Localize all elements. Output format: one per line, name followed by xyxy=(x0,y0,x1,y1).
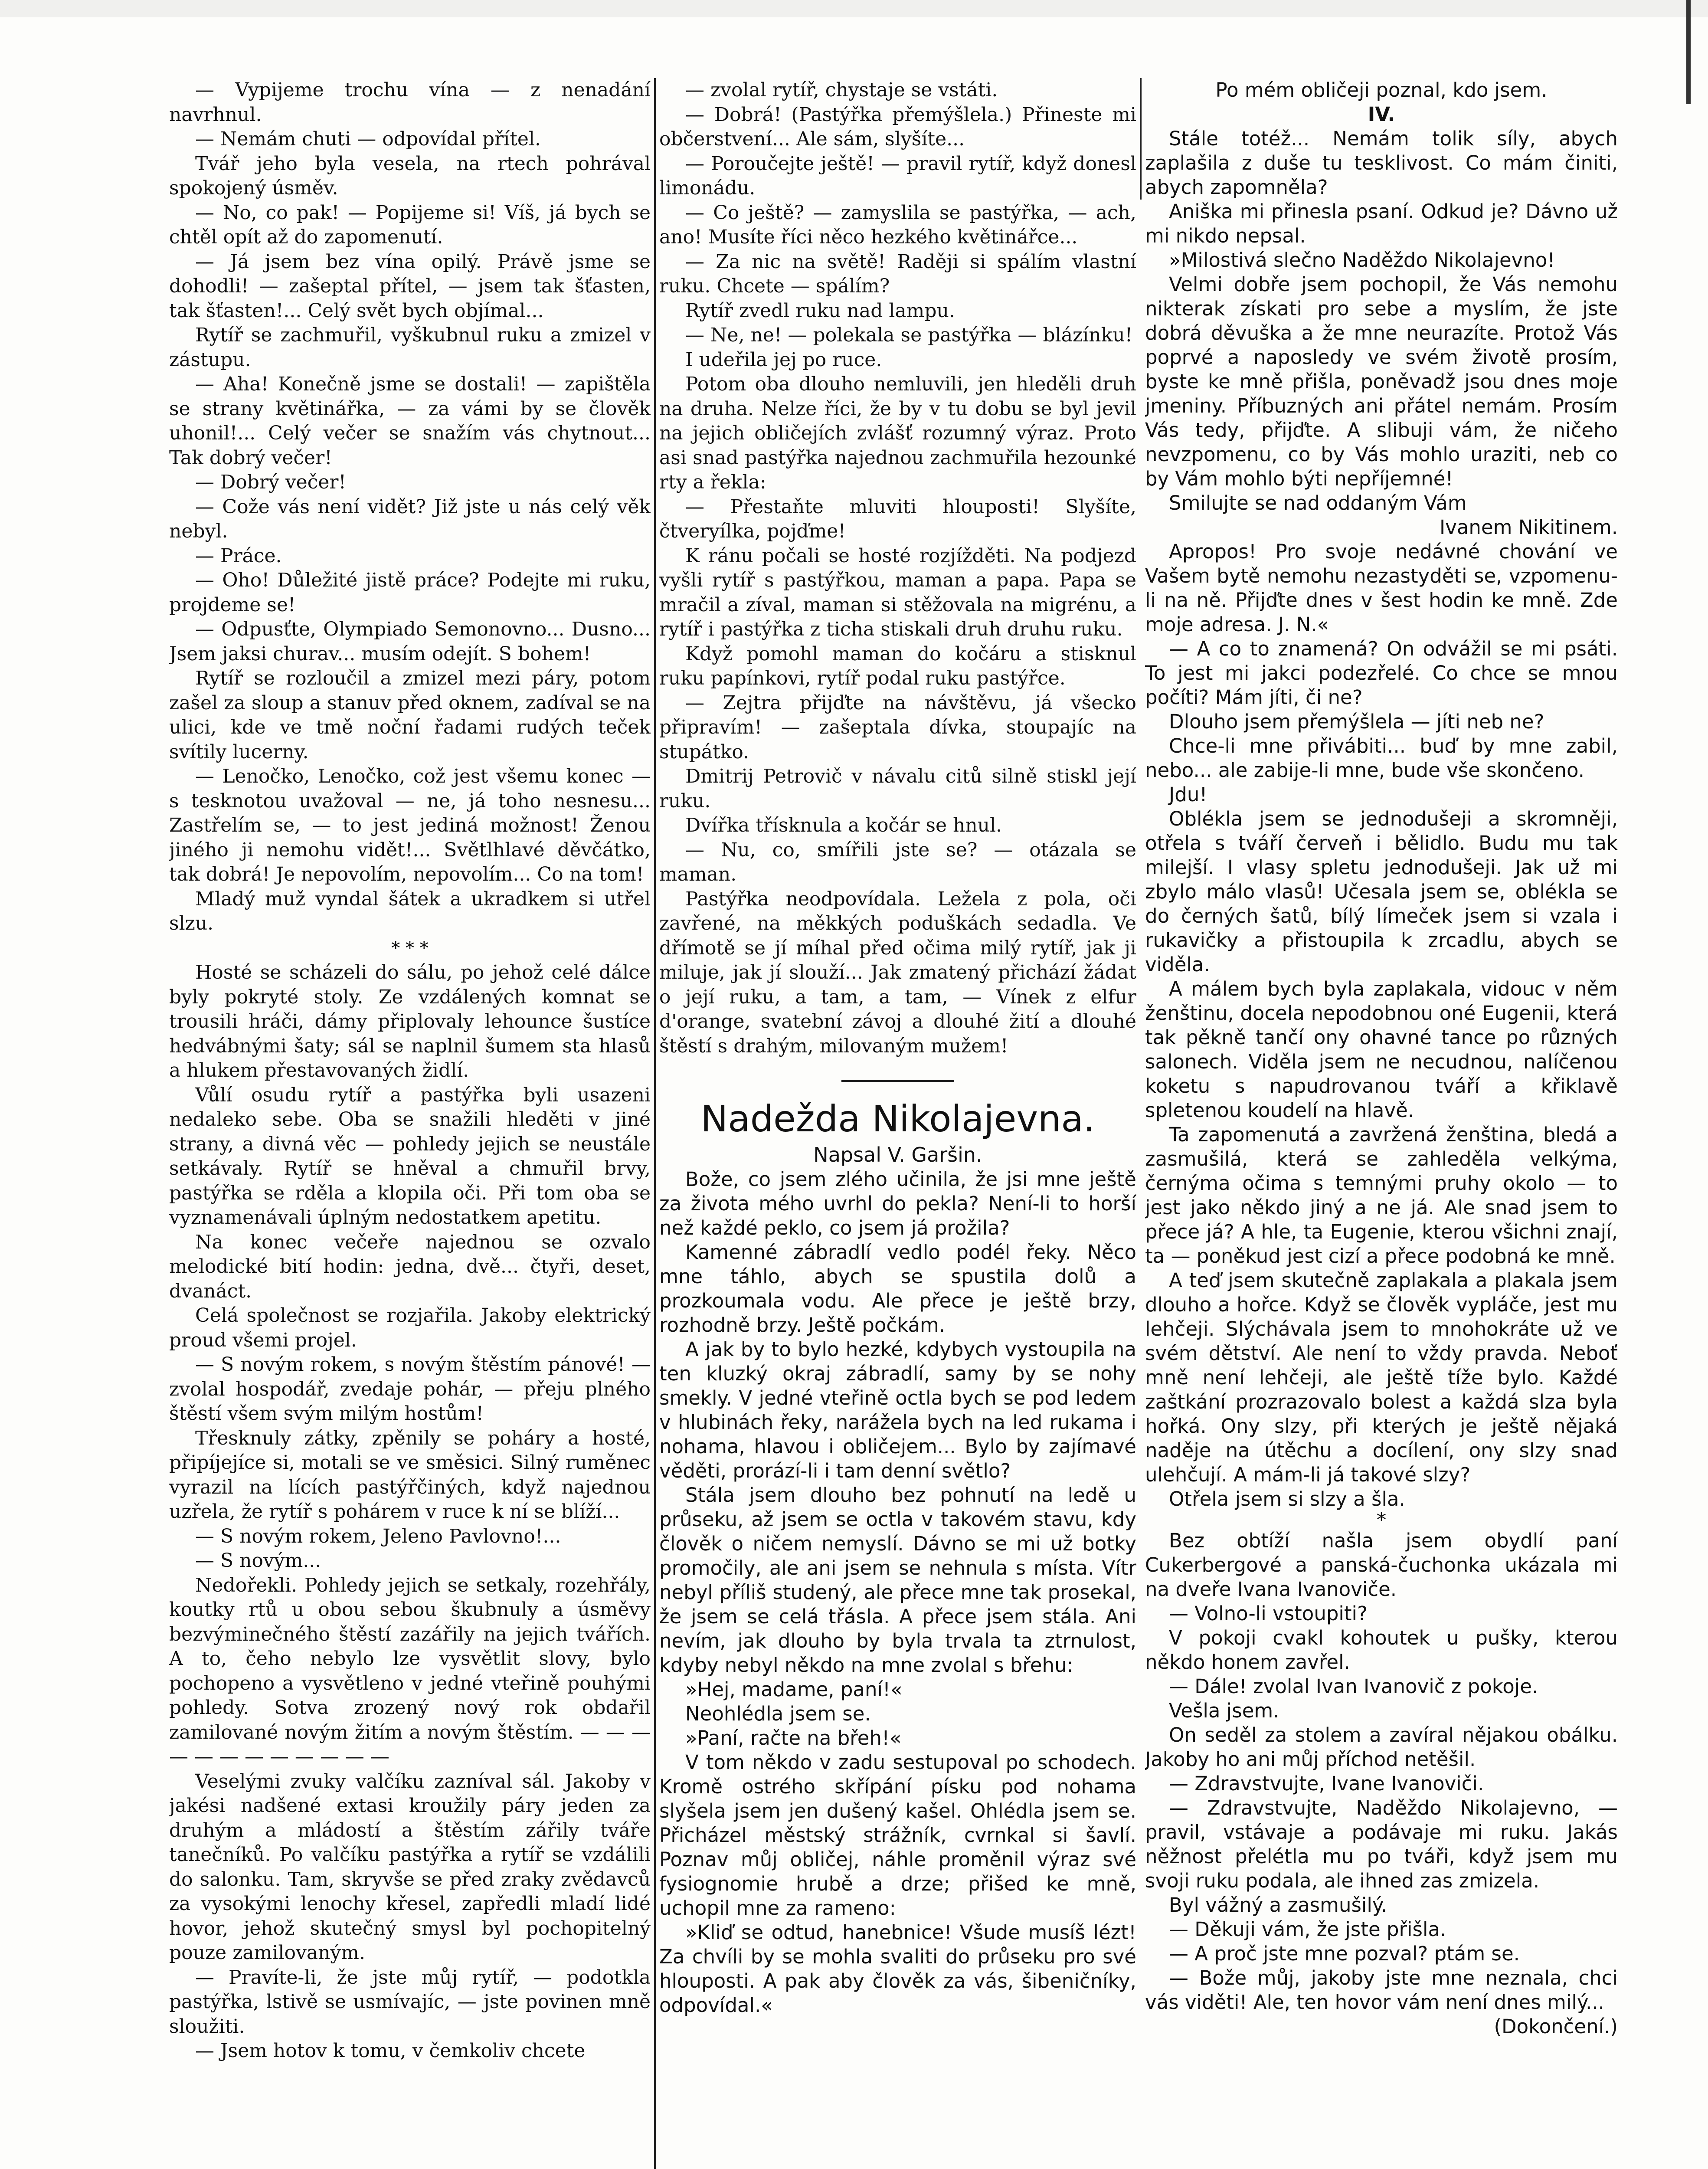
paragraph: — A co to znamená? On odvážil se mi psáti. To jest mi jakci podezřelé. Co chce se mnou počíti? Mám jíti, či ne? xyxy=(1145,637,1618,709)
paragraph: — S novým rokem, Jeleno Pavlovno!... xyxy=(195,1525,561,1547)
paragraph: Dmitrij Petrovič v návalu citů silně stiskl její ruku. xyxy=(659,765,1136,812)
left-column xyxy=(169,78,651,2169)
right-column xyxy=(1145,78,1618,2169)
paragraph: — S novým... xyxy=(195,1550,321,1572)
paragraph: Veselými zvuky valčíku zazníval sál. Jakoby v jakési nadšené extasi kroužily páry jeden za druhým a mládostí a štěstím zářily tváře tanečníků. Po valčíku pastýřka a rytíř se vzdálili do salonku. Tam, skryvše se před zraky zvědavců za vysokými lenochy křesel, zapředli mladí lidé hovor, jehož skutečný smysl byl pochopitelný pouze zamilovaným. xyxy=(169,1770,651,1964)
paragraph: Apropos! Pro svoje nedávné chování ve Vašem bytě nemohu nezastyděti se, vzpomenu-li na ně. Přijďte dnes v šest hodin ke mně. Zde moje adresa. J. N.« xyxy=(1145,540,1618,636)
paragraph: — Já jsem bez vína opilý. Právě jsme se dohodli! — zašeptal přítel, — jsem tak šťasten, tak šťasten!... Celý svět bych objímal... xyxy=(169,250,651,322)
paragraph: I udeřila jej po ruce. xyxy=(685,348,882,371)
paragraph: Dvířka třísknula a kočár se hnul. xyxy=(685,814,1002,836)
paragraph: Aniška mi přinesla psaní. Odkud je? Dávno už mi nikdo nepsal. xyxy=(1145,200,1618,247)
paragraph: Hosté se scházeli do sálu, po jehož celé dálce byly pokryté stoly. Ze vzdálených komnat se trousili hráči, dámy připlovaly lehounce šustíce hedvábnými šaty; sál se naplnil šumem sta hlasů a hlukem přestavovaných židlí. xyxy=(169,961,651,1081)
paragraph: — Děkuji vám, že jste přišla. xyxy=(1169,1918,1446,1941)
middle-paragraphs-a xyxy=(659,78,1136,1058)
paragraph: A jak by to bylo hezké, kdybych vystoupila na ten kluzký okraj zábradlí, samy by se nohy smekly. V jedné vteřině octla bych se pod ledem v hlubinách řeky, narážela bych na led rukama i nohama, hlavou i obličejem... Bylo by zajímavé věděti, prorází-li i tam denní světlo? xyxy=(659,1337,1136,1482)
paragraph: Chce-li mne přivábiti... buď by mne zabil, nebo... ale zabije-li mne, bude vše skončeno. xyxy=(1145,734,1618,782)
paragraph: Rytíř zvedl ruku nad lampu. xyxy=(685,299,955,322)
story-title: Nadežda Nikolajevna. xyxy=(700,1098,1095,1140)
paragraph: — Oho! Důležité jistě práce? Podejte mi ruku, projdeme se! xyxy=(169,569,651,616)
paragraph: Celá společnost se rozjařila. Jakoby elektrický proud všemi projel. xyxy=(169,1304,651,1351)
paragraph: — Nu, co, smířili jste se? — otázala se maman. xyxy=(659,839,1136,885)
paragraph: Tvář jeho byla vesela, na rtech pohrával spokojený úsměv. xyxy=(169,152,651,199)
paragraph: — Dále! zvolal Ivan Ivanovič z pokoje. xyxy=(1169,1675,1538,1698)
paragraph: Na konec večeře najednou se ozvalo melodické bití hodin: jedna, dvě... čtyři, deset, dvanáct. xyxy=(169,1231,651,1302)
paragraph: — Zejtra přijďte na návštěvu, já všecko připravím! — zašeptala dívka, stoupajíc na stupátko. xyxy=(659,691,1136,763)
section-break-stars: * * * xyxy=(391,938,429,958)
paragraph: — Cože vás není vidět? Již jste u nás celý věk nebyl. xyxy=(169,495,651,542)
paragraph: — S novým rokem, s novým štěstím pánové! — zvolal hospodář, zvedaje pohár, — přeju plného štěstí všem svým milým hostům! xyxy=(169,1353,651,1425)
paragraph: »Milostivá slečno Naděždo Nikolajevno! xyxy=(1169,249,1555,272)
paragraph: Stále totéž... Nemám tolik síly, abych zaplašila z duše tu tesklivost. Co mám činiti, abych zapomněla? xyxy=(1145,127,1618,199)
paragraph: — Přestaňte mluviti hlouposti! Slyšíte, čtveryílka, pojďme! xyxy=(659,495,1136,542)
paragraph: Dlouho jsem přemýšlela — jíti neb ne? xyxy=(1169,710,1544,733)
paragraph: Stála jsem dlouho bez pohnutí na ledě u průseku, až jsem se octla v takovém stavu, kdy člověk o ničem nemyslí. Dávno se mi už botky promočily, ale ani jsem se nehnula s místa. Vítr nebyl příliš studený, ale přece mne tak prosekal, že jsem se celá třásla. A přece jsem stála. Ani nevím, jak dlouho by byla trvala ta ztrnulost, kdyby nebyl někdo na mne zvolal s břehu: xyxy=(659,1483,1136,1677)
paragraph: — Jsem hotov k tomu, v čemkoliv chcete xyxy=(195,2040,586,2062)
paragraph: Rytíř se rozloučil a zmizel mezi páry, potom zašel za sloup a stanuv před oknem, zadíval se na ulici, kde ve tmě noční řadami rudých teček svítily lucerny. xyxy=(169,667,651,763)
paragraph: — Poroučejte ještě! — pravil rytíř, když donesl limonádu. xyxy=(659,152,1136,199)
right-paragraphs-c xyxy=(1145,540,1618,1511)
paragraph: »Hej, madame, paní!« xyxy=(685,1678,903,1701)
story-divider xyxy=(841,1080,954,1082)
paragraph: — Zdravstvujte, Naděždo Nikolajevno, — pravil, vstávaje a podávaje mi ruku. Jakás něžnost přelétla mu po tváři, když jsem mu svoji ruku podala, ale ihned zas zmizela. xyxy=(1145,1796,1618,1892)
paragraph: Mladý muž vyndal šátek a ukradkem si utřel slzu. xyxy=(169,888,651,934)
paragraph: Byl vážný a zasmušilý. xyxy=(1169,1894,1387,1917)
paragraph: Třesknuly zátky, zpěnily se poháry a hosté, připíjejíce si, motali se ve směsici. Silný ruměnec vyrazil na lících pastýřčiných, když najednou uzřela, že rytíř s pohárem v ruce k ní se blíží... xyxy=(169,1427,651,1523)
column-rule xyxy=(654,78,656,2169)
paragraph: Otřela jsem si slzy a šla. xyxy=(1169,1488,1405,1510)
paragraph: Oblékla jsem se jednodušeji a skromněji, otřela s tváří červeň i bělidlo. Budu mu tak milejší. I vlasy spletu jednodušeji. Jak už mi zbylo málo vlasů! Učesala jsem se, oblékla se do černých šatů, bílý límeček jsem si vzala i rukavičky a přistoupila k zrcadlu, abych se viděla. xyxy=(1145,807,1618,976)
paragraph: Potom oba dlouho nemluvili, jen hleděli druh na druha. Nelze říci, že by v tu dobu se byl jevil na jejich obličejích zvlášť rozumný výraz. Proto asi snad pastýřka najednou zachmuřila hezounké rty a řekla: xyxy=(659,373,1136,493)
paragraph: Vůlí osudu rytíř a pastýřka byli usazeni nedaleko sebe. Oba se snažili hleděti v jiné strany, a divná věc — pohledy jejich se neustále setkávaly. Rytíř se hněval a chmuřil brvy, pastýřka se rděla a klopila oči. Při tom oba se vyznamenávali úplným nedostatkem apetitu. xyxy=(169,1084,651,1229)
paragraph: Nedořekli. Pohledy jejich se setkaly, rozehřály, koutky rtů u obou sebou škubnuly a úsměvy bezvýminečného štěstí zazářily na jejich tvářích. A to, čeho nebylo lze vysvětlit slovy, bylo pochopeno a vysvětleno v jedné vteřině pouhými pohledy. Sotva zrozený nový rok obdařil zamilované novým žitím a novým štěstím. — — — — — — — — — — — — xyxy=(169,1574,651,1768)
paragraph: — Volno-li vstoupiti? xyxy=(1169,1602,1368,1625)
paragraph: — Zdravstvujte, Ivane Ivanoviči. xyxy=(1169,1772,1484,1795)
paragraph: Kamenné zábradlí vedlo podél řeky. Něco mne táhlo, abych se spustila dolů a prozkoumala vodu. Ale přece je ještě brzy, rozhodně brzy. Ještě počkám. xyxy=(659,1240,1136,1337)
paragraph: A málem bych byla zaplakala, vidouc v něm ženštinu, docela nepodobnou oné Eugenii, která tak pěkně tančí ony ohavné tance po různých salonech. Viděla jsem ne necudnou, nalíčenou koketu s napudrovanou tváří a křiklavě spletenou koudelí na hlavě. xyxy=(1145,977,1618,1122)
paragraph: — zvolal rytíř, chystaje se vstáti. xyxy=(685,79,998,101)
paragraph: Jdu! xyxy=(1169,783,1207,806)
paragraph: Bože, co jsem zlého učinila, že jsi mne ještě za života mého uvrhl do pekla? Není-li to horší než každé peklo, co jsem já prožila? xyxy=(659,1167,1136,1239)
paragraph: K ránu počali se hosté rozjížděti. Na podjezd vyšli rytíř s pastýřkou, maman a papa. Papa se mračil a zíval, maman si stěžovala na migrénu, a rytíř i pastýřka z ticha stiskali druh druhu ruku. xyxy=(659,544,1136,640)
paragraph: Když pomohl maman do kočáru a stisknul ruku papínkovi, rytíř podal ruku pastýřce. xyxy=(659,642,1136,689)
paragraph: — Odpusťte, Olympiado Semonovno... Dusno... Jsem jaksi churav... musím odejít. S bohem! xyxy=(169,618,651,665)
paragraph: — Lenočko, Lenočko, což jest všemu konec — s tesknotou uvažoval — ne, já toho nesnesu... Zastřelím se, — to jest jediná možnost! Ženou jiného ji nemohu vidět!... Světlhlavé děvčátko, tak dobrá! Je nepovolím, nepovolím... Co na tom! xyxy=(169,765,651,885)
paragraph: — Vypijeme trochu vína — z nenadání navrhnul. xyxy=(169,79,651,126)
right-paragraphs-b xyxy=(1145,127,1618,515)
paragraph: Bez obtíží našla jsem obydlí paní Cukerbergové a panská-čuchonka ukázala mi na dveře Ivana Ivanoviče. xyxy=(1145,1529,1618,1601)
chapter-heading: IV. xyxy=(1368,103,1395,126)
paragraph: — No, co pak! — Popijeme si! Víš, já bych se chtěl opít až do zapomenutí. xyxy=(169,201,651,248)
letter-signature: Ivanem Nikitinem. xyxy=(1439,516,1618,539)
left-paragraphs-b xyxy=(169,960,651,2064)
column-rule-short xyxy=(1140,78,1142,200)
paragraph: Neohlédla jsem se. xyxy=(685,1702,871,1725)
paragraph: — Nemám chuti — odpovídal přítel. xyxy=(195,128,541,150)
paragraph: Ta zapomenutá a zavržená ženština, bledá a zasmušilá, která se zahleděla velkýma, černýma očima s temnými pruhy okolo — to jest jako někdo jiný a ne já. Ale snad jsem to přece já? A hle, ta Eugenie, kterou všichni znají, ta — poněkud jest cizí a přece podobná ke mně. xyxy=(1145,1123,1618,1268)
right-paragraphs-d xyxy=(1145,1529,1618,2015)
paragraph: Pastýřka neodpovídala. Ležela z pola, oči zavřené, na měkkých poduškách sedadla. Ve dřímotě se jí míhal před očima milý rytíř, jak ji miluje, jak jí slouží... Jak zmatený přichází žádat o její ruku, a tam, a tam, — Vínek z elfur d'orange, svatební závoj a dlouhé žití a dlouhé štěstí s drahým, milovaným mužem! xyxy=(659,888,1136,1057)
paragraph: — Dobrý večer! xyxy=(195,471,347,493)
paragraph: — Práce. xyxy=(195,544,282,567)
paragraph: — Za nic na světě! Raději si spálím vlastní ruku. Chcete — spálím? xyxy=(659,250,1136,297)
continued-note: (Dokončení.) xyxy=(1494,2015,1618,2038)
paragraph: A teď jsem skutečně zaplakala a plakala jsem dlouho a hořce. Když se člověk vypláče, jest mu lehčeji. Slýchávala jsem to mnohokráte už ve svém dětství. Ale není to vždy pravda. Neboť mně není lehčeji, ale ještě tíže bylo. Každé zaštkání prozrazovalo bolest a každá slza byla hořká. Ony slzy, při kterých je ještě nějaká naděje na útěchu a docílení, ony slzy snad ulehčují. A mám-li já takové slzy? xyxy=(1145,1269,1618,1486)
paragraph: Vešla jsem. xyxy=(1169,1699,1279,1722)
paragraph: Smilujte se nad oddaným Vám xyxy=(1169,491,1467,514)
story-byline: Napsal V. Garšin. xyxy=(813,1143,982,1166)
paragraph: On seděl za stolem a zavíral nějakou obálku. Jakoby ho ani můj příchod netěšil. xyxy=(1145,1723,1618,1771)
paragraph: — Co ještě? — zamyslila se pastýřka, — ach, ano! Musíte říci něco hezkého květinářce... xyxy=(659,201,1136,248)
paragraph: Po mém obličeji poznal, kdo jsem. xyxy=(1215,79,1548,102)
paragraph: V tom někdo v zadu sestupoval po schodech. Kromě ostrého skřípání písku pod nohama slyšela jsem jen dušený kašel. Ohlédla jsem se. Přicházel městský strážník, cvrnkal si šavlí. Poznav můj obličej, náhle proměnil výraz své fysiognomie hrubě a drze; přišed ke mně, uchopil mne za rameno: xyxy=(659,1750,1136,1920)
paragraph: Velmi dobře jsem pochopil, že Vás nemohu nikterak získati pro sebe a myslím, že jste dobrá děvuška a že mne neurazíte. Protož Vás poprvé a naposledy ve svém životě prosím, byste ke mně přišla, poněvadž jsou dnes moje jmeniny. Příbuzných ani přátel nemám. Prosím Vás tedy, přijďte. A slibuji vám, že ničeho nevzpomenu, co by Vás mohlo uraziti, neb co by Vám mohlo býti nepříjemné! xyxy=(1145,273,1618,490)
page-edge-mark xyxy=(1686,0,1691,104)
page-top-edge xyxy=(0,0,1708,17)
left-paragraphs-a xyxy=(169,78,651,936)
paragraph: — Ne, ne! — polekala se pastýřka — blázínku! xyxy=(685,324,1133,346)
middle-paragraphs-b xyxy=(659,1167,1136,2018)
paragraph: Rytíř se zachmuřil, vyškubnul ruku a zmizel v zástupu. xyxy=(169,324,651,371)
paragraph: — Pravíte-li, že jste můj rytíř, — podotkla pastýřka, lstivě se usmívajíc, — jste povinen mně sloužiti. xyxy=(169,1966,651,2038)
paragraph: V pokoji cvakl kohoutek u pušky, kterou někdo honem zavřel. xyxy=(1145,1626,1618,1674)
paragraph: — Bože můj, jakoby jste mne neznala, chci vás viděti! Ale, ten hovor vám není dnes milý... xyxy=(1145,1966,1618,2014)
section-star: * xyxy=(1376,1508,1387,1531)
paragraph: »Paní, račte na břeh!« xyxy=(685,1726,902,1750)
paragraph: »Kliď se odtud, hanebnice! Všude musíš lézt! Za chvíli by se mohla svaliti do průseku pro své hlouposti. A pak aby člověk za vás, šibeničníky, odpovídal.« xyxy=(659,1920,1136,2017)
middle-column xyxy=(659,78,1136,2169)
paragraph: — A proč jste mne pozval? ptám se. xyxy=(1169,1942,1520,1965)
paragraph: — Aha! Konečně jsme se dostali! — zapištěla se strany květinářka, — za vámi by se člověk uhonil!... Celý večer se snažím vás chytnout... Tak dobrý večer! xyxy=(169,373,651,469)
paragraph: — Dobrá! (Pastýřka přemýšlela.) Přineste mi občerstvení... Ale sám, slyšíte... xyxy=(659,103,1136,150)
